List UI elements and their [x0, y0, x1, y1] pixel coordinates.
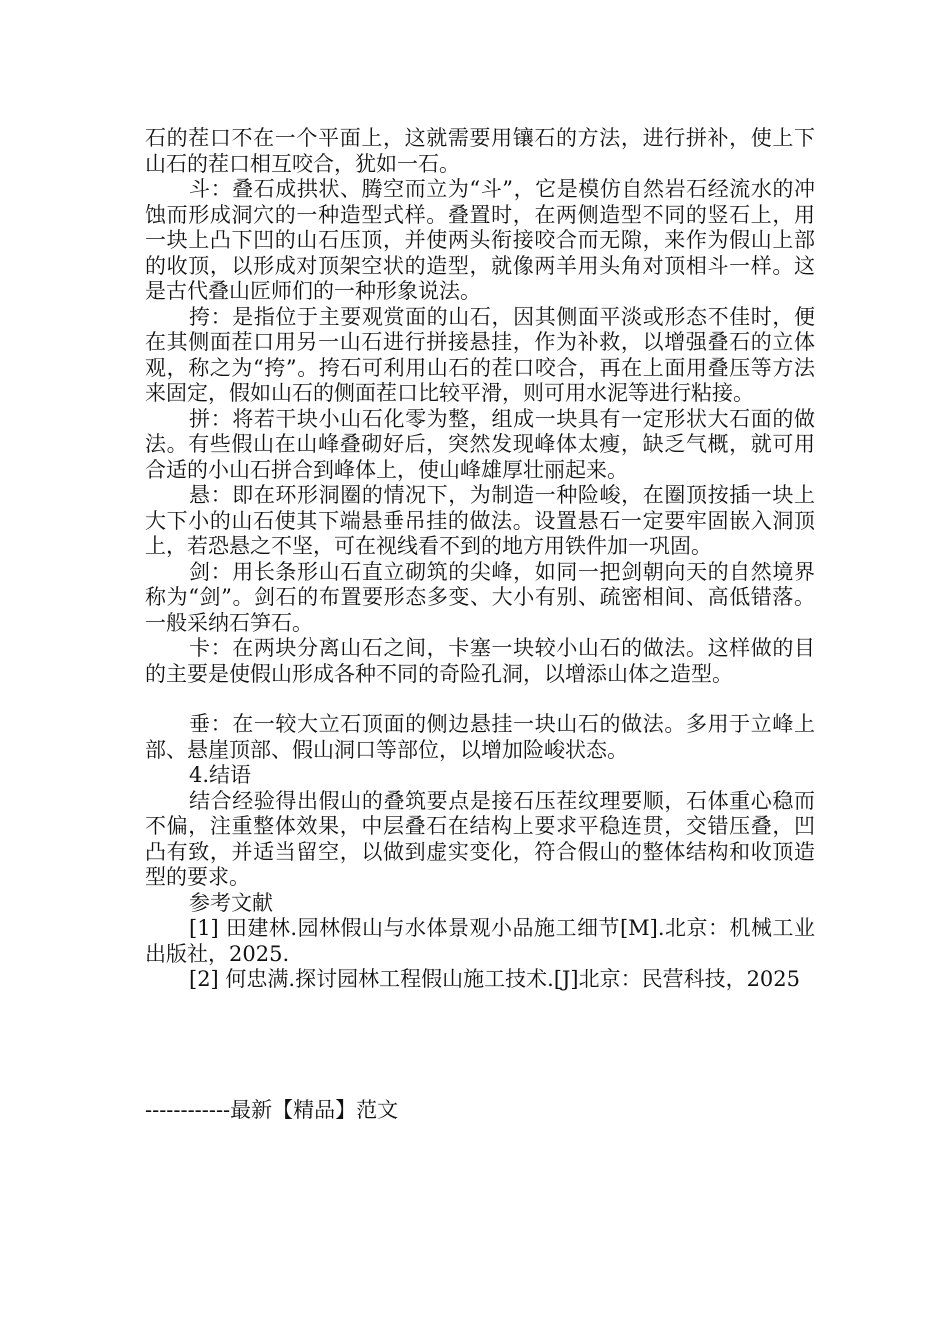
- paragraph-chui: 垂：在一较大立石顶面的侧边悬挂一块山石的做法。多用于立峰上部、悬崖顶部、假山洞口等部位，以增加险峻状态。: [145, 712, 815, 762]
- paragraph-dou: 斗：叠石成拱状、腾空而立为“斗”，它是模仿自然岩石经流水的冲蚀而形成洞穴的一种造型式样。叠置时，在两侧造型不同的竖石上，用一块上凸下凹的山石压顶，并使两头衔接咬合而无隙，来作为假山上部的收顶，以形成对顶架空状的造型，就像两羊用头角对顶相斗一样。这是古代叠山匠师们的一种形象说法。: [145, 177, 815, 303]
- paragraph-ka: 卡：在两块分离山石之间，卡塞一块较小山石的做法。这样做的目的主要是使假山形成各种不同的奇险孔洞，以增添山体之造型。: [145, 636, 815, 686]
- section-heading-conclusion: 4.结语: [189, 763, 252, 787]
- paragraph-pin: 拼：将若干块小山石化零为整，组成一块具有一定形状大石面的做法。有些假山在山峰叠砌好后，突然发现峰体太瘦，缺乏气概，就可用合适的小山石拼合到峰体上，使山峰雄厚壮丽起来。: [145, 406, 815, 482]
- paragraph-continuation: 石的茬口不在一个平面上，这就需要用镶石的方法，进行拼补，使上下山石的茬口相互咬合，犹如一石。: [145, 126, 815, 176]
- paragraph-kua: 挎：是指位于主要观赏面的山石，因其侧面平淡或形态不佳时，便在其侧面茬口用另一山石进行拼接悬挂，作为补救，以增强叠石的立体观，称之为“挎”。挎石可利用山石的茬口咬合，再在上面用叠压等方法来固定，假如山石的侧面茬口比较平滑，则可用水泥等进行粘接。: [145, 304, 815, 405]
- reference-item-2: [2] 何忠满.探讨园林工程假山施工技术.[J]北京：民营科技，2025: [189, 967, 801, 991]
- paragraph-xuan: 悬：即在环形洞圈的情况下，为制造一种险峻，在圈顶按插一块上大下小的山石使其下端悬垂吊挂的做法。设置悬石一定要牢固嵌入洞顶上，若恐悬之不坚，可在视线看不到的地方用铁件加一巩固。: [145, 483, 815, 558]
- references-heading: 参考文献: [189, 890, 273, 915]
- document-body: [145, 126, 815, 993]
- paragraph-jian: 剑：用长条形山石直立砌筑的尖峰，如同一把剑朝向天的自然境界称为“剑”。剑石的布置要形态多变、大小有别、疏密相间、高低错落。一般采纳石笋石。: [145, 559, 815, 635]
- footer-banner: ------------最新【精品】范文: [145, 1098, 399, 1122]
- paragraph-conclusion: 结合经验得出假山的叠筑要点是接石压茬纹理要顺，石体重心稳而不偏，注重整体效果，中层叠石在结构上要求平稳连贯，交错压叠，凹凸有致，并适当留空，以做到虚实变化，符合假山的整体结构和收顶造型的要求。: [145, 788, 815, 889]
- reference-item-1: [1] 田建林.园林假山与水体景观小品施工细节[M].北京：机械工业出版社，2025.: [145, 916, 815, 966]
